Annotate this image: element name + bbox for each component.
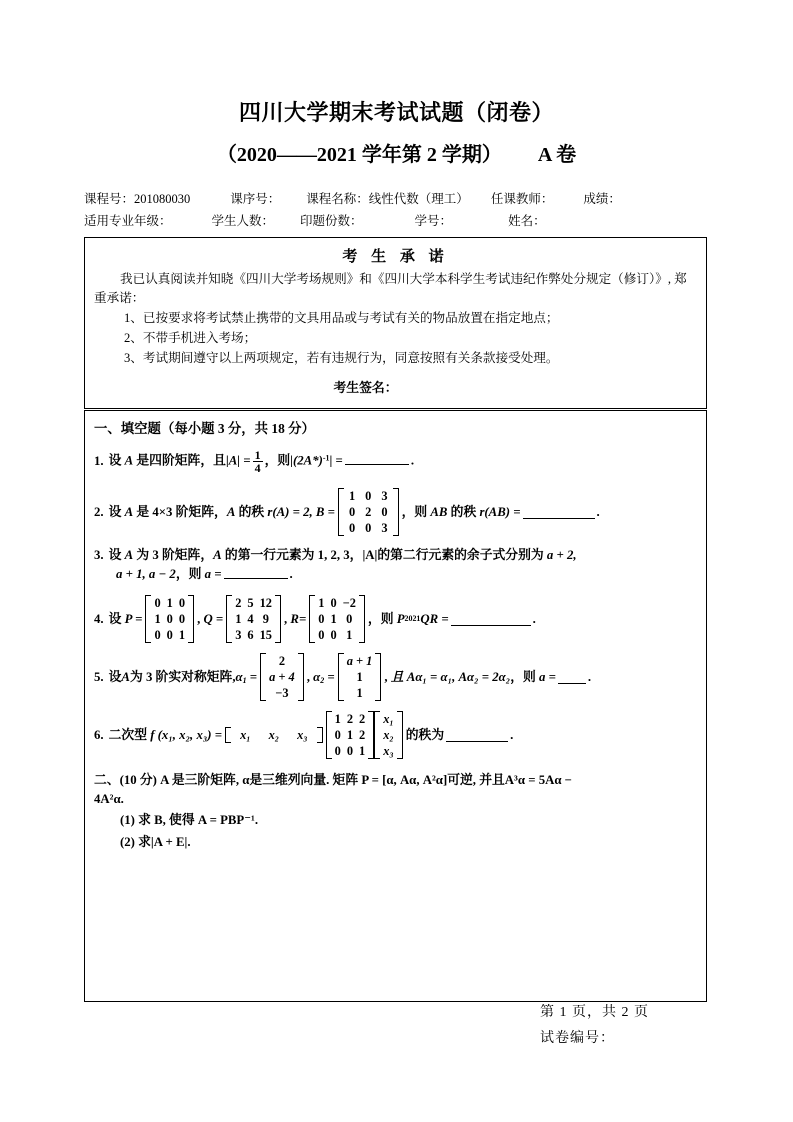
section-two-line-1: 二、(10 分) A 是三阶矩阵, α是三维列向量. 矩阵 P = [α, Aα, A²α]可逆, 并且A³α = 5Aα − (94, 773, 572, 788)
cell: 5 (247, 596, 254, 611)
question-2 (94, 488, 697, 536)
question-5 (94, 653, 697, 701)
q5-a1-sub: 1 (242, 675, 247, 685)
major-grade-label: 适用专业年级： (84, 214, 172, 228)
q1-part-b: 是四阶矩阵，且 (136, 453, 226, 468)
cell: 1 (346, 628, 353, 643)
q1-expr-sup: -1 (322, 453, 330, 463)
table-row (332, 743, 369, 759)
q5-tail: ，则 (510, 669, 536, 684)
q2-part-d: ，则 (401, 504, 428, 519)
cell: 2 (359, 728, 366, 743)
course-no-label: 课程号： (84, 192, 135, 206)
q6-period: . (510, 727, 514, 742)
table-row (344, 685, 376, 701)
table-row (266, 653, 298, 669)
q5-a2-eq: = (324, 669, 335, 684)
cell: 1 (330, 612, 337, 627)
cell: x₃ (297, 728, 308, 743)
table-row (151, 611, 188, 627)
teacher-label: 任课教师： (490, 192, 554, 206)
question-4-text (109, 595, 536, 643)
q2-answer-blank[interactable] (523, 505, 595, 518)
cell: 3 (381, 489, 388, 503)
cell: 1 (334, 712, 341, 727)
cell: −2 (342, 596, 356, 611)
q4-answer-blank[interactable] (451, 613, 531, 626)
question-4 (94, 595, 697, 643)
q4-matrix-r (309, 595, 365, 643)
q5-var-a: A (121, 669, 130, 684)
q3-part-b: 为 3 阶矩阵， (136, 548, 214, 562)
section-two-sub-2: (2) 求|A + E|. (120, 834, 191, 849)
cell: 6 (247, 628, 254, 643)
q4-p-label: P = (124, 611, 143, 626)
q6-row-vector (225, 727, 323, 743)
cell: 0 (330, 596, 337, 611)
q5-sep-1: , (306, 669, 314, 684)
term-title (0, 138, 793, 167)
q1-expr: |(2A*) (290, 453, 323, 468)
q4-q-label: Q = (203, 611, 224, 626)
cell: 0 (166, 612, 173, 627)
table-row (315, 595, 359, 611)
cell: 1 (235, 612, 242, 627)
course-no-value: 201080030 (134, 192, 191, 206)
cell: 0 (365, 521, 372, 535)
cell: 1 (166, 596, 173, 611)
pledge-item-3: 3、考试期间遵守以上两项规定，若有违规行为，同意按照有关条款接受处理。 (124, 351, 559, 365)
q3-var-c: a = (204, 566, 222, 581)
q5-period: . (587, 669, 592, 684)
table-row (344, 488, 393, 504)
q3-part-a: 设 (108, 548, 122, 562)
q2-part-a: 设 (108, 504, 122, 519)
q2-var-b: A (226, 504, 236, 519)
q4-lead: 设 (108, 611, 122, 626)
pledge-paragraph: 我已认真阅读并知晓《四川大学考场规则》和《四川大学本科学生考试违纪作弊处分规定（修订）》, 郑重承诺： (94, 272, 687, 305)
course-name-label: 课程名称： (306, 192, 369, 206)
q5-vector-alpha2 (338, 653, 382, 701)
student-id-label: 学号： (414, 214, 453, 228)
cell: 2 (235, 596, 242, 611)
pledge-signature-label: 考生签名： (333, 381, 398, 395)
cell: a + 4 (269, 670, 295, 685)
pledge-title: 考 生 承 诺 (342, 249, 449, 265)
q6-answer-blank[interactable] (446, 729, 508, 742)
cell: 3 (235, 628, 242, 643)
table-row (232, 611, 275, 627)
q2-matrix-b (338, 488, 399, 536)
cell: a + 1 (346, 654, 373, 669)
cell: 2 (359, 712, 366, 727)
cell: 1 (348, 489, 356, 503)
q4-matrix-q (226, 595, 281, 643)
q4-period: . (532, 611, 536, 626)
q2-rank: r(A) = 2, B = (267, 504, 335, 519)
cell: x₂ (268, 728, 280, 743)
cell: 1 (356, 670, 363, 685)
q2-period: . (596, 504, 600, 519)
table-row (344, 504, 393, 520)
course-seq-label: 课序号： (230, 192, 281, 206)
q4-sep-2: , (284, 611, 291, 626)
q4-tail-expr2: QR = (420, 611, 449, 626)
q2-rank2: r(AB) = (479, 504, 521, 519)
q5-alpha2-label (313, 668, 335, 687)
section-one-heading: 一、填空题（每小题 3 分，共 18 分） (94, 421, 315, 436)
q2-part-b: 是 4×3 阶矩阵， (136, 504, 227, 519)
table-row (151, 595, 188, 611)
question-6-number: 6. (94, 727, 104, 742)
q1-period: . (410, 453, 415, 468)
table-row (151, 627, 188, 643)
table-row (380, 727, 397, 743)
q1-frac-den: 4 (254, 461, 261, 475)
q1-frac-num: 1 (254, 448, 261, 462)
cell: x₁ (240, 728, 251, 743)
question-3-line-1 (109, 546, 577, 565)
table-row (344, 653, 376, 669)
question-1 (94, 449, 697, 474)
cell: 1 (346, 728, 354, 743)
table-row (315, 627, 359, 643)
cell: x₃ (383, 744, 394, 759)
q4-tail: ，则 (367, 611, 394, 626)
cell: 0 (178, 596, 186, 611)
table-row (232, 595, 275, 611)
table-row (332, 711, 369, 727)
cell: 2 (365, 505, 372, 519)
cell: 1 (318, 596, 325, 611)
q4-matrix-p (145, 595, 194, 643)
course-name-value: 线性代数（理工） (368, 192, 469, 206)
table-row (380, 711, 397, 727)
question-3-number: 3. (94, 548, 104, 562)
pledge-body (85, 270, 706, 368)
cell: −3 (275, 686, 289, 701)
q4-sep-1: , (197, 611, 204, 626)
q3-expr-1: a + 2, (546, 548, 577, 562)
table-row (344, 669, 376, 685)
pledge-box (84, 237, 707, 409)
q4-r-label: R= (290, 611, 307, 626)
question-5-text (109, 653, 591, 701)
print-count-label: 印题份数： (300, 214, 363, 228)
q2-var-c: AB (430, 504, 448, 519)
student-name-label: 姓名： (508, 214, 546, 228)
cell: 0 (348, 521, 356, 535)
question-6 (94, 711, 697, 759)
pledge-item-1: 1、已按要求将考试禁止携带的文具用品或与考试有关的物品放置在指定地点； (124, 311, 559, 325)
q4-tail-expr: P (396, 611, 405, 626)
q2-var-a: A (124, 504, 134, 519)
table-row (231, 727, 317, 743)
q2-part-c: 的秩 (238, 504, 265, 519)
q1-part-a: 设 (108, 453, 122, 468)
q5-a1-sym: α (235, 669, 243, 684)
course-info-row-1 (84, 189, 709, 207)
q6-col-vector (374, 711, 403, 759)
q4-tail-sup: 2021 (404, 614, 421, 624)
question-2-number: 2. (94, 504, 104, 519)
cell: 0 (330, 628, 337, 643)
q1-expr-end: | = (329, 453, 343, 468)
q5-condition: 且 Aα₁ = α₁, Aα₂ = 2α₂ (390, 669, 511, 684)
cell: 9 (262, 612, 269, 627)
page-number-info: 第 1 页，共 2 页 (540, 1005, 649, 1020)
student-count-label: 学生人数： (211, 214, 275, 228)
cell: 0 (365, 489, 372, 503)
q1-fraction (253, 449, 263, 474)
section-two-line-2: 4A²α. (94, 792, 124, 807)
q3-var-b: A (213, 548, 222, 562)
question-5-number: 5. (94, 669, 104, 684)
cell: 12 (259, 596, 272, 611)
cell: 0 (346, 612, 353, 627)
pledge-item-2: 2、不带手机进入考场； (124, 331, 257, 345)
q5-lead: 设 (108, 669, 122, 684)
q3-answer-blank[interactable] (224, 565, 288, 578)
page-title: 四川大学期末考试试题（闭卷） (238, 100, 554, 125)
q5-tail-var: a = (539, 669, 556, 684)
cell: 0 (334, 728, 341, 743)
cell: 0 (318, 612, 325, 627)
cell: 2 (346, 712, 354, 727)
score-label: 成绩： (583, 192, 621, 206)
cell: 2 (278, 654, 286, 669)
cell: 15 (259, 628, 272, 643)
cell: 4 (247, 612, 254, 627)
q6-tail: 的秩为 (405, 727, 445, 742)
question-2-text (109, 488, 600, 536)
cell: 0 (381, 505, 388, 519)
cell: 0 (318, 628, 325, 643)
q1-part-c: ，则 (264, 453, 291, 468)
term-text: （2020——2021 学年第 2 学期） (216, 144, 502, 166)
cell: 0 (334, 744, 341, 759)
question-3 (94, 546, 697, 583)
section-two (94, 771, 697, 852)
question-box (84, 410, 707, 1002)
cell: x₁ (383, 712, 394, 727)
q5-sep-2: , (384, 669, 391, 684)
question-1-number: 1. (94, 454, 104, 469)
q5-alpha1-label (236, 668, 258, 687)
q1-answer-blank[interactable] (345, 452, 409, 465)
cell: 0 (154, 628, 161, 643)
table-row (344, 520, 393, 536)
q6-f-expr: f (x₁, x₂, x₃) = (150, 727, 223, 742)
q5-a2-sub: 2 (320, 675, 325, 685)
q3-expr-2: a + 1, a − 2 (116, 566, 176, 581)
section-two-sub-1: (1) 求 B, 使得 A = PBP⁻¹. (120, 813, 259, 828)
q3-part-c: 的第一行元素为 1, 2, 3，|A|的第二行元素的余子式分别为 (224, 548, 544, 562)
cell: 0 (346, 744, 354, 759)
q5-vector-alpha1 (260, 653, 304, 701)
q3-var-a: A (124, 548, 134, 562)
question-6-text (109, 711, 514, 759)
cell: 3 (381, 521, 388, 535)
table-row (232, 627, 275, 643)
q3-period: . (289, 566, 293, 581)
cell: 0 (348, 505, 356, 519)
q3-part-d: ，则 (175, 566, 202, 581)
table-row (266, 685, 298, 701)
question-1-text (109, 449, 414, 474)
q1-det: |A| = (225, 453, 251, 468)
q5-a1-eq: = (246, 669, 258, 684)
course-info-row-2 (84, 211, 709, 229)
q5-a2-sym: α (313, 669, 321, 684)
cell: 1 (178, 628, 186, 643)
question-3-line-2 (94, 565, 697, 584)
question-4-number: 4. (94, 611, 104, 626)
q6-matrix (326, 711, 375, 759)
cell: 0 (166, 628, 173, 643)
q5-answer-blank[interactable] (558, 671, 586, 684)
table-row (380, 743, 397, 759)
cell: 0 (154, 596, 161, 611)
q6-lead: 二次型 (108, 727, 147, 742)
cell: 1 (356, 686, 363, 701)
course-info (84, 189, 709, 233)
q5-lead-b: 为 3 阶实对称矩阵, (129, 669, 236, 684)
q1-var-a: A (124, 453, 134, 468)
questions-wrapper (85, 411, 706, 852)
cell: x₂ (383, 728, 394, 743)
cell: 1 (154, 612, 161, 627)
table-row (315, 611, 359, 627)
cell: 1 (359, 744, 366, 759)
paper-number-label: 试卷编号： (540, 1031, 615, 1046)
paper-label: A 卷 (537, 144, 577, 166)
q2-part-e: 的秩 (450, 504, 477, 519)
table-row (332, 727, 369, 743)
q2-matrix-b-table (344, 488, 393, 536)
table-row (266, 669, 298, 685)
cell: 0 (178, 612, 186, 627)
page-footer (540, 1000, 649, 1052)
